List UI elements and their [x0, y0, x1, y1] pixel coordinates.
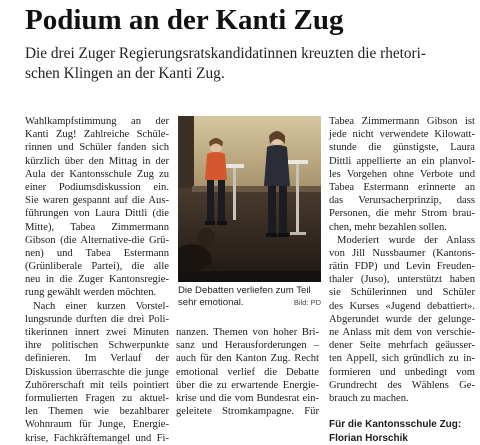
- text-line: Nach einer kurzen Vorstel-: [33, 300, 169, 312]
- text-line: Mitte), Tabea Zimmermann: [25, 221, 169, 233]
- spacer-line: [329, 405, 475, 418]
- caption-line: [178, 297, 321, 309]
- signature-line: Für die Kantonsschule Zug:: [329, 419, 462, 431]
- text-line: Kanti Zug! Zahlreiche Schüle-: [25, 129, 169, 141]
- text-line: Personen, die mehr Strom brau-: [329, 208, 475, 220]
- text-line: krise, Fachkräftemangel und Fi-: [25, 432, 169, 444]
- text-line: geleitete Stromkampagne. Für: [176, 406, 319, 418]
- text-line: Aula der Kantonsschule Zug zu: [25, 168, 169, 180]
- headline: Podium an der Kanti Zug: [25, 4, 344, 36]
- text-line: krise und die vom Bundesrat ein-: [176, 392, 319, 404]
- article-column-2: [176, 326, 319, 418]
- text-line: stunde die günstigste, Laura: [329, 142, 475, 154]
- text-line: rinnen und Schüler fanden sich: [25, 142, 169, 154]
- text-line: Sie waren gespannt auf die Aus-: [25, 195, 169, 207]
- text-line: Tabea Zimmermann Gibson ist: [329, 116, 475, 127]
- text-line: Wohnraum für Junge, Energie-: [25, 419, 169, 431]
- text-line: (Grünliberale Partei), die alle: [25, 261, 169, 273]
- text-line: neu in die Zuger Kantonsregie-: [25, 274, 169, 286]
- text-line: Gibson (die Alternative-die Grü-: [25, 234, 169, 246]
- text-line: Moderiert wurde der Anlass: [337, 234, 475, 246]
- text-line: Dittli appellierte an ein planvol-: [329, 155, 475, 167]
- text-line: lungsrunde durften die drei Poli-: [25, 313, 169, 325]
- photo-credit: Bild: PD: [293, 298, 321, 307]
- text-line: formulierten Fragen zu aktuel-: [25, 392, 169, 404]
- text-line: brauch zu machen.: [329, 392, 409, 404]
- text-line: Wahlkampfstimmung an der: [25, 116, 169, 127]
- debate-photo-image: [178, 116, 321, 282]
- text-line: rätin FDP) und Levin Freuden-: [329, 261, 475, 273]
- text-line: len Themen wie bezahlbarer: [25, 406, 169, 418]
- text-line: ten Appell, sich gründlich zu in-: [329, 353, 475, 365]
- text-line: Diskussion überraschte die junge: [25, 366, 169, 378]
- text-line: chen, mehr bezahlen sollen.: [329, 221, 447, 233]
- text-line: über die zu erwartende Energie-: [176, 379, 319, 391]
- text-line: führungen von Laura Dittli (die: [25, 208, 169, 220]
- text-line: Abgerundet wurde der gelunge-: [329, 313, 475, 325]
- text-line: auch für den Kanton Zug. Recht: [176, 353, 319, 365]
- lead-line: Die drei Zuger Regierungsratskandidatinnen kreuzten die rhetori-: [25, 45, 426, 62]
- text-line: einer Podiumsdiskussion ein.: [25, 181, 169, 193]
- signature-line: Florian Horschik: [329, 432, 408, 444]
- text-line: dener Seite mehrfach geäusser-: [329, 340, 475, 352]
- text-line: thaler (Juso), unterstützt haben: [329, 274, 475, 286]
- text-line: Grundrecht des Wählens Ge-: [329, 379, 475, 391]
- text-line: des Kurses «Jugend debattiert».: [329, 300, 475, 312]
- text-line: Zuhörerschaft mit teils pointiert: [25, 379, 169, 391]
- debate-photo: [178, 116, 321, 282]
- text-line: emotional verlief die Debatte: [176, 366, 319, 378]
- text-line: ne Anlass mit dem von verschie-: [329, 327, 475, 338]
- article-column-1: [25, 115, 169, 445]
- text-line: sanz und Herausforderungen –: [176, 340, 319, 352]
- text-line: Tabea Estermann erinnerte an: [329, 181, 475, 193]
- lead-paragraph: [25, 44, 480, 84]
- text-line: von Jill Nussbaumer (Kantons-: [329, 247, 475, 259]
- text-line: tikerinnen innert zwei Minuten: [25, 327, 169, 338]
- lead-line: schen Klingen an der Kanti Zug.: [25, 65, 225, 82]
- text-line: nen) und Tabea Estermann: [25, 247, 169, 259]
- article-column-3: [329, 115, 475, 445]
- text-line: formieren und unbedingt vom: [329, 366, 475, 378]
- text-line: definieren. Im Verlauf der: [25, 353, 169, 365]
- photo-caption: [178, 285, 321, 309]
- text-line: das Verursacherprinzip, dass: [329, 195, 475, 207]
- caption-line: Die Debatten verliefen zum Teil: [178, 285, 311, 296]
- text-line: sie Schülerinnen und Schüler: [329, 287, 475, 299]
- caption-text: sehr emotional.: [178, 297, 244, 308]
- text-line: kürzlich über den Mittag in der: [25, 155, 169, 167]
- text-line: nanzen. Themen von hoher Bri-: [176, 327, 319, 338]
- text-line: jede nicht verwendete Kilowatt-: [329, 129, 475, 141]
- text-line: ihre politischen Schwerpunkte: [25, 340, 169, 352]
- text-line: rung gewählt werden möchten.: [25, 287, 157, 299]
- text-line: les Vorgehen ohne Verbote und: [329, 168, 475, 180]
